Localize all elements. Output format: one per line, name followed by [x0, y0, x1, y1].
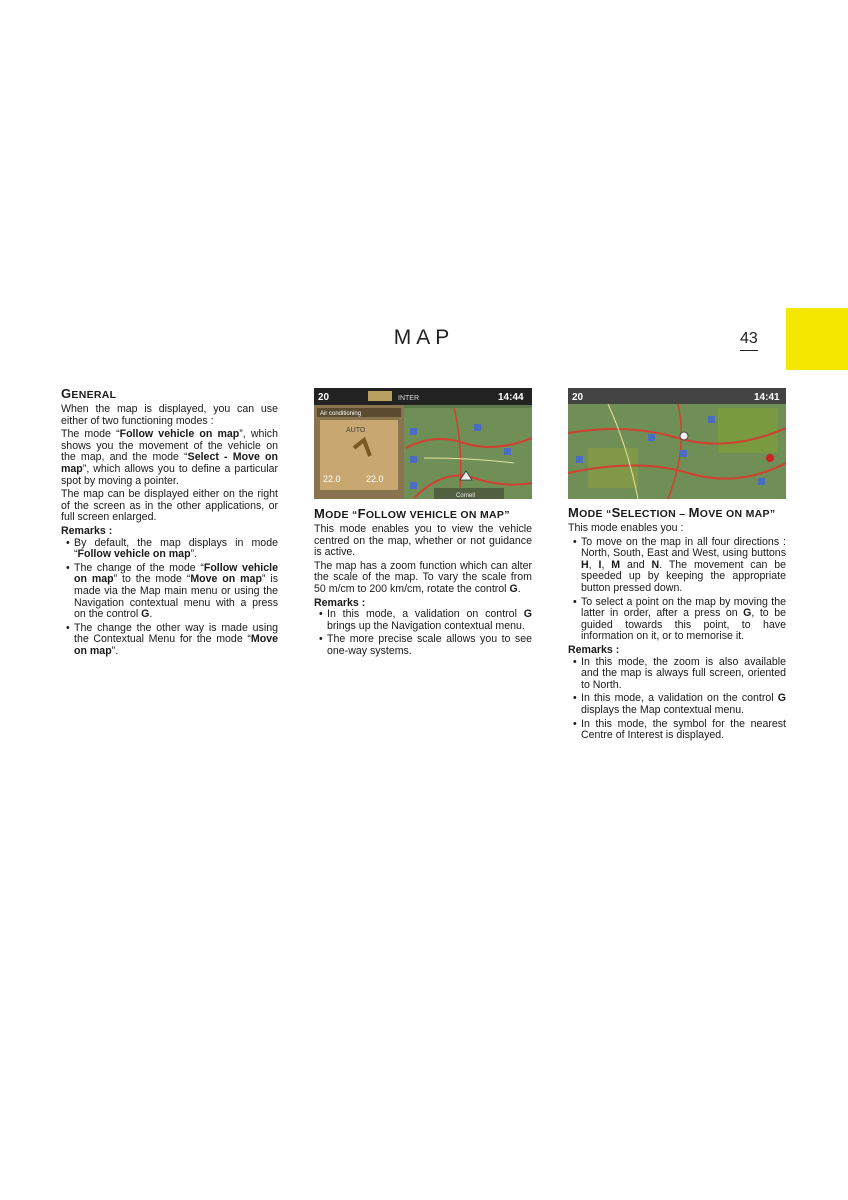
selection-remarks-list: [568, 657, 786, 742]
list-item: • The change the other way is made using the Contextual Menu for the mode “Move on map”.: [66, 623, 278, 658]
follow-remarks-label: Remarks :: [314, 596, 366, 609]
general-remarks-list: [61, 538, 278, 658]
navigation-screen-full: [568, 388, 786, 499]
exterior-temp: 20: [572, 392, 584, 403]
radio-band: INTER: [398, 395, 419, 402]
list-item: • To move on the map in all four directions : North, South, East and West, using buttons H, I, M and N. The movement can be speeded up by keeping the appropriate button pressed down.: [573, 537, 786, 595]
general-section: [61, 388, 278, 659]
selection-remarks-label: Remarks :: [568, 643, 620, 656]
navigation-screen-split: [314, 388, 532, 499]
follow-intro: This mode enables you to view the vehicle centred on the map, whether or not guidance is active.: [314, 523, 532, 559]
follow-zoom: The map has a zoom function which can alter the scale of the map. To vary the scale from 50 m/cm to 200 km/cm, rotate the control G.: [314, 559, 532, 595]
exterior-temp: 20: [318, 392, 330, 403]
general-heading: GENERAL: [61, 386, 117, 401]
list-item: • In this mode, a validation on the control G displays the Map contextual menu.: [573, 693, 786, 716]
list-item: • The more precise scale allows you to see one-way systems.: [319, 634, 532, 657]
follow-heading: MODE “FOLLOW VEHICLE ON MAP”: [314, 506, 510, 521]
selection-intro: This mode enables you :: [568, 522, 684, 534]
temp-right: 22.0: [366, 474, 384, 484]
general-display: The map can be displayed either on the right of the screen as in the other applications, or full screen enlarged.: [61, 488, 278, 524]
general-modes: The mode “Follow vehicle on map”, which shows you the movement of the vehicle on the map, and the mode “Select - Move on map”, which allows you to define a particular spot by moving a pointer.: [61, 428, 278, 487]
temp-left: 22.0: [323, 474, 341, 484]
clock: 14:41: [754, 392, 780, 403]
page-number: 43: [740, 330, 758, 347]
clock: 14:44: [498, 392, 524, 403]
ac-mode: AUTO: [346, 427, 366, 434]
list-item: • The change of the mode “Follow vehicle on map” to the mode “Move on map” is made via the Map main menu or using the Navigation contextual menu with a press on the control G.: [66, 563, 278, 621]
page-title: MAP: [393, 326, 455, 349]
list-item: • To select a point on the map by moving the latter in order, after a press on G, to be guided towards this point, to have information on it, or to memorise it.: [573, 597, 786, 643]
list-item: • In this mode, a validation on control G brings up the Navigation contextual menu.: [319, 609, 532, 632]
panel-title: Air conditioning: [320, 411, 362, 417]
list-item: • In this mode, the zoom is also available and the map is always full screen, oriented to North.: [573, 657, 786, 692]
selection-list: [568, 537, 786, 643]
follow-section: [314, 508, 532, 660]
follow-remarks-list: [314, 609, 532, 657]
selection-heading: MODE “SELECTION – MOVE ON MAP”: [568, 505, 776, 520]
general-remarks-label: Remarks :: [61, 524, 113, 537]
general-intro: When the map is displayed, you can use either of two functioning modes :: [61, 403, 278, 427]
selection-section: [568, 507, 786, 744]
list-item: • By default, the map displays in mode “Follow vehicle on map”.: [66, 538, 278, 561]
list-item: • In this mode, the symbol for the nearest Centre of Interest is displayed.: [573, 719, 786, 742]
map-footer: Cornell: [456, 493, 476, 499]
